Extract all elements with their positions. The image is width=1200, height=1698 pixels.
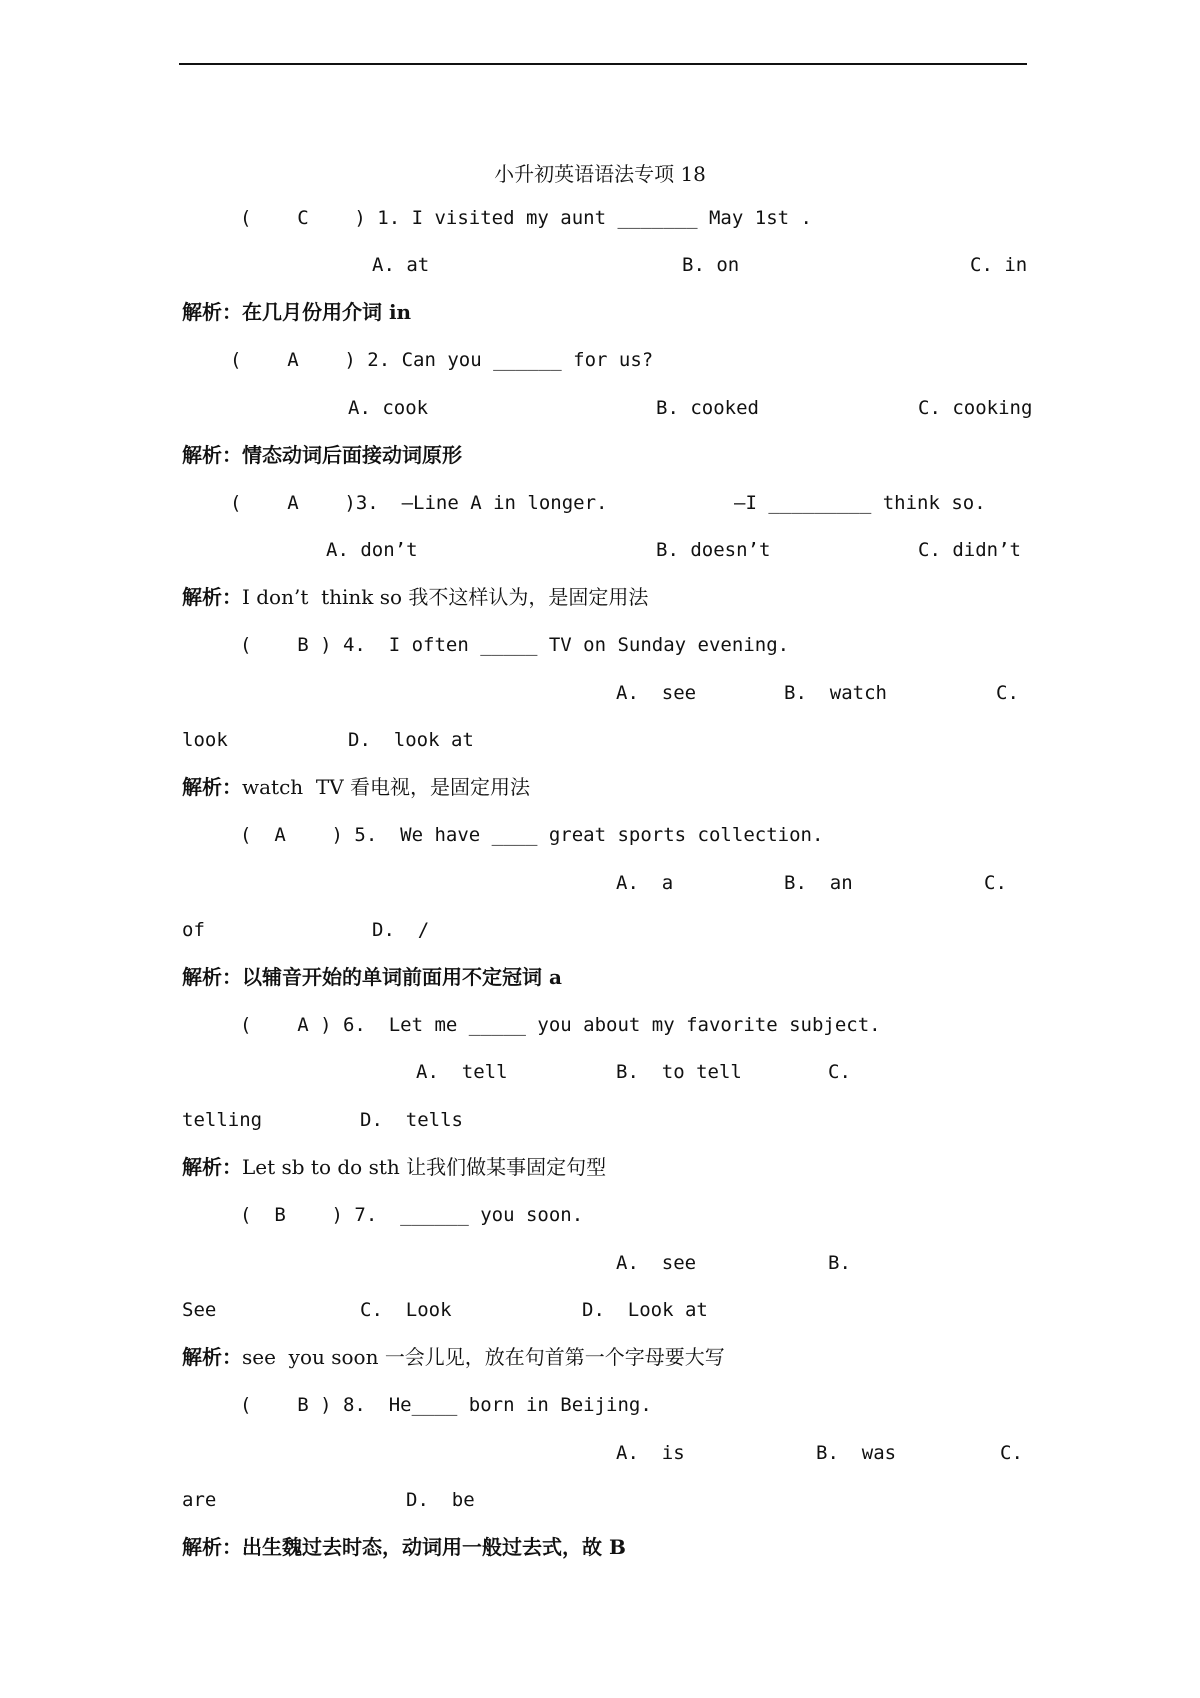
page-title: 小升初英语语法专项 18 [494, 162, 706, 186]
question-2-stem: ( A ) 2. Can you ______ for us? [230, 349, 654, 371]
q5-option-b: B. an [784, 872, 853, 894]
question-1-stem: ( C ) 1. I visited my aunt _______ May 1st . [240, 207, 812, 229]
q7-option-a: A. see [616, 1252, 697, 1274]
question-3-stem: ( A )3. –Line A in longer. [230, 492, 608, 514]
question-7-stem: ( B ) 7. ______ you soon. [240, 1204, 584, 1226]
q8-option-d: D. be [406, 1489, 475, 1511]
q6-option-d: D. tells [360, 1109, 463, 1131]
q1-explanation [182, 300, 411, 324]
q4-explanation [182, 775, 530, 799]
q6-option-a: A. tell [416, 1061, 508, 1083]
question-4-stem: ( B ) 4. I often _____ TV on Sunday evening. [240, 634, 790, 656]
question-5-stem: ( A ) 5. We have ____ great sports collection. [240, 824, 824, 846]
explanation-text: I don’t think so 我不这样认为，是固定用法 [242, 585, 649, 609]
q3-option-a: A. don’t [326, 539, 418, 561]
q7-option-c: C. Look [360, 1299, 452, 1321]
q4-option-a: A. see [616, 682, 697, 704]
q7-explanation [182, 1345, 725, 1369]
q8-option-c: C. [1000, 1442, 1023, 1464]
explanation-label: 解析： [182, 775, 242, 799]
explanation-text: see you soon 一会儿见，放在句首第一个字母要大写 [242, 1345, 725, 1369]
q2-option-b: B. cooked [656, 397, 759, 419]
explanation-text: watch TV 看电视，是固定用法 [242, 775, 531, 799]
q4-option-b: B. watch [784, 682, 887, 704]
explanation-label: 解析： [182, 585, 242, 609]
explanation-label: 解析： [182, 443, 242, 467]
q8-option-a: A. is [616, 1442, 685, 1464]
q1-option-a: A. at [372, 254, 430, 276]
q2-explanation [182, 443, 462, 467]
q7-option-b: B. [828, 1252, 851, 1274]
explanation-text: 情态动词后面接动词原形 [242, 443, 462, 467]
explanation-label: 解析： [182, 300, 242, 324]
explanation-label: 解析： [182, 1155, 242, 1179]
q8-option-c-text: are [182, 1489, 217, 1511]
question-3-stem-reply: –I _________ think so. [734, 492, 986, 514]
q2-option-c: C. cooking [918, 397, 1033, 419]
explanation-text: 在几月份用介词 in [242, 300, 412, 324]
header-rule [179, 63, 1027, 65]
q8-explanation [182, 1535, 626, 1559]
q6-explanation [182, 1155, 606, 1179]
q7-option-b-text: See [182, 1299, 217, 1321]
explanation-text: 出生魏过去时态，动词用一般过去式，故 B [242, 1535, 626, 1559]
q6-option-c-text: telling [182, 1109, 263, 1131]
explanation-text: 以辅音开始的单词前面用不定冠词 a [242, 965, 562, 989]
q5-explanation [182, 965, 562, 989]
q1-option-b: B. on [682, 254, 740, 276]
explanation-label: 解析： [182, 1345, 242, 1369]
q5-option-c: C. [984, 872, 1007, 894]
q3-explanation [182, 585, 648, 609]
q6-option-c: C. [828, 1061, 851, 1083]
q7-option-d: D. Look at [582, 1299, 708, 1321]
explanation-label: 解析： [182, 965, 242, 989]
q8-option-b: B. was [816, 1442, 897, 1464]
q5-option-d: D. / [372, 919, 430, 941]
q3-option-c: C. didn’t [918, 539, 1021, 561]
q5-option-c-text: of [182, 919, 205, 941]
q5-option-a: A. a [616, 872, 674, 894]
q1-option-c: C. in [970, 254, 1028, 276]
q3-option-b: B. doesn’t [656, 539, 771, 561]
q4-option-d: D. look at [348, 729, 474, 751]
q6-option-b: B. to tell [616, 1061, 742, 1083]
question-8-stem: ( B ) 8. He____ born in Beijing. [240, 1394, 652, 1416]
question-6-stem: ( A ) 6. Let me _____ you about my favorite subject. [240, 1014, 881, 1036]
explanation-text: Let sb to do sth 让我们做某事固定句型 [242, 1155, 607, 1179]
q4-option-c-text: look [182, 729, 228, 751]
explanation-label: 解析： [182, 1535, 242, 1559]
q4-option-c: C. [996, 682, 1019, 704]
q2-option-a: A. cook [348, 397, 429, 419]
